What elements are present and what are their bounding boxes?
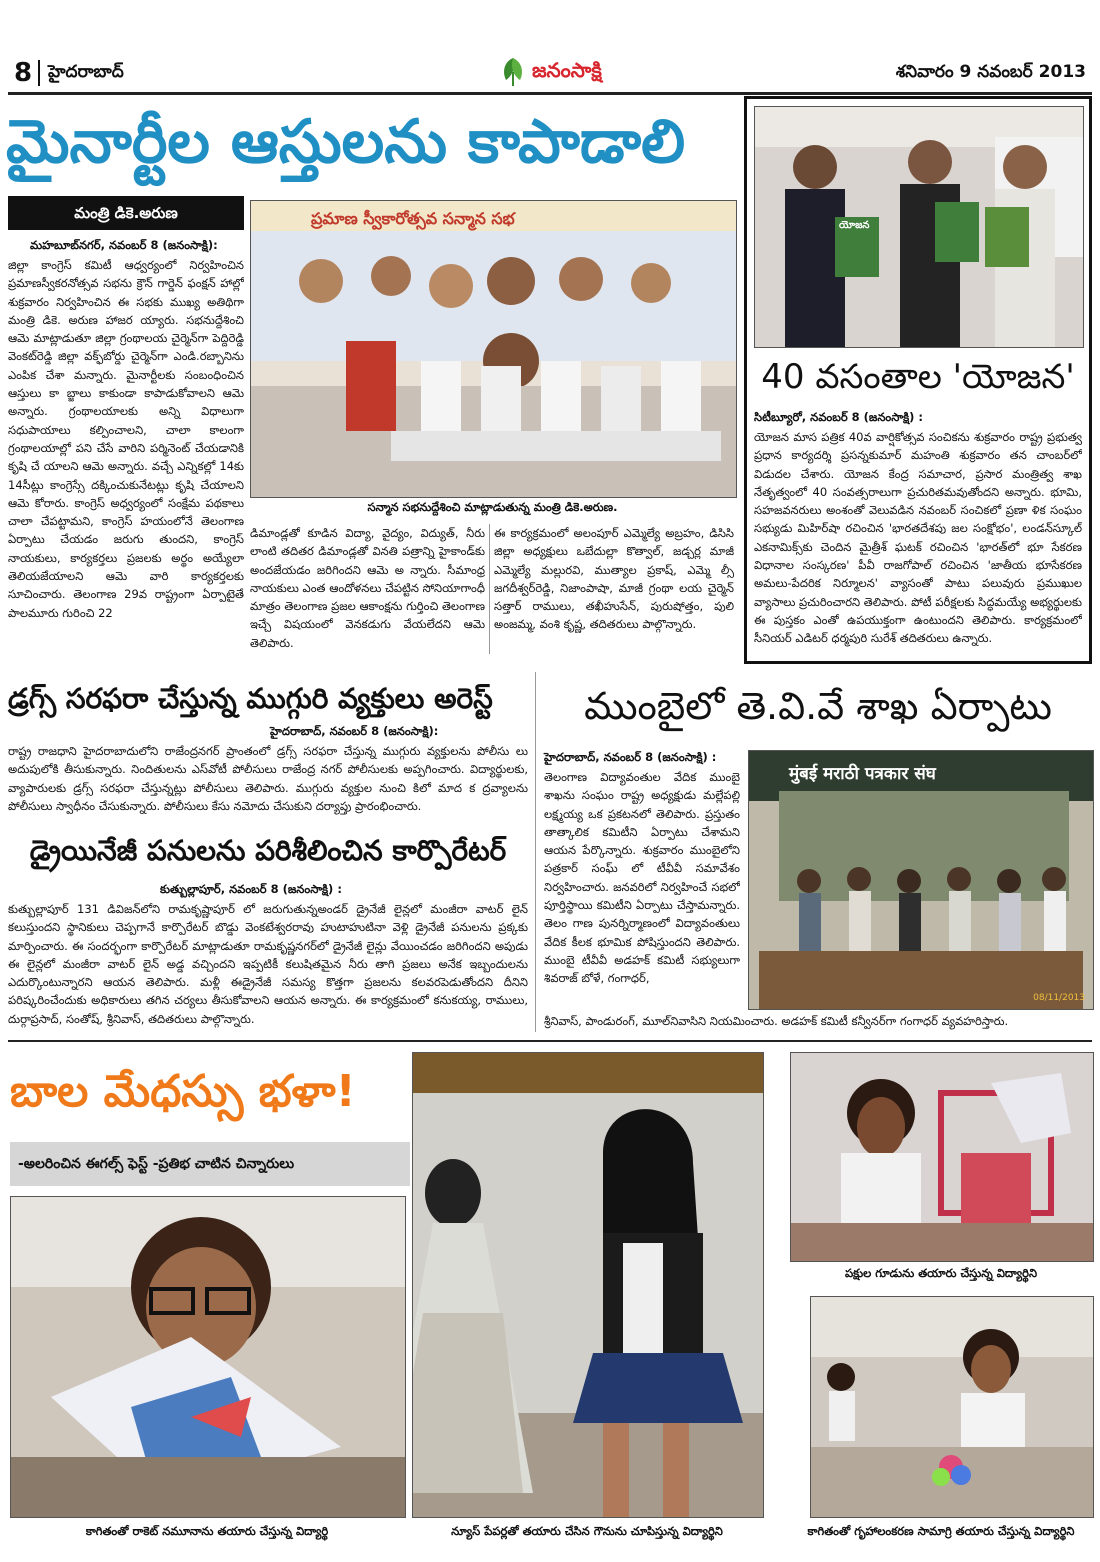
masthead-divider [38, 60, 40, 86]
photo-mumbai-banner: मुंबई मराठी पत्रकार संघ [789, 764, 936, 784]
masthead-rule [8, 92, 1092, 95]
headline-kids: బాల మేధస్సు భళా! [10, 1066, 356, 1117]
photo-rocket-student [10, 1196, 406, 1518]
headline-drainage: డ్రైయినేజీ పనులను పరిశీలించిన కార్పొరేటర్ [29, 834, 507, 867]
headline-yojana: 40 వసంతాల 'యోజన' [761, 357, 1075, 397]
byline-box [8, 196, 244, 230]
caption-rocket: కాగితంతో రాకెట్ నమూనాను తయారు చేస్తున్న విద్యార్థి [85, 1524, 329, 1538]
masthead [8, 52, 1092, 92]
photo-decor-student [810, 1296, 1094, 1518]
col-divider [489, 524, 490, 654]
dateline-mumbai: హైదరాబాద్, నవంబర్ 8 (జనంసాక్షి) : [544, 750, 717, 764]
headline-mumbai: ముంబైలో తె.వి.వే శాఖ ఏర్పాటు [584, 684, 1052, 728]
dateline-yojana: సిటీబ్యూరో, నవంబర్ 8 (జనంసాక్షి) : [754, 410, 923, 424]
yojana-magazine-label: యోజన [839, 220, 870, 231]
photo-gown-student [412, 1052, 764, 1518]
byline-text: మంత్రి డికె.అరుణ [74, 204, 178, 222]
body-drugs: రాష్ట్ర రాజధాని హైదరాబాదులోని రాజేంద్రనగర్ ప్రాంతంలో డ్రగ్స్ సరఫరా చేస్తున్న ముగ్గురు వ్యక్తులను పోలీసు లు అదుపులోకి తీసుకున్నారు. నిందితులను ఎస్‌వోటీ పోలీసులు రాజేంద్ర నగర్ పోలీసులకు అప్పగించారు. విద్యార్థులకు, వ్యాపారులకు డ్రగ్స్ సరఫరా చేస్తున్నట్లు పోలీసులు తెలిపారు. ముగ్గురు వ్యక్తుల నుంచి కిలో మాద క ద్రవ్యాలను పోలీసులు స్వాధీనం చేసుకున్నారు. పోలీసులు కేసు నమోదు చేసుకుని దర్యాప్తు ప్రారంభించారు. [8, 744, 528, 813]
photo-mumbai-meeting [748, 750, 1094, 1010]
paper-logo [496, 54, 626, 88]
body-minorities-col3: ఈ కార్యక్రమంలో అలంపూర్ ఎమ్మెల్యే అబ్రహం, డిసిసి జిల్లా అధ్యక్షులు ఒబేదుల్లా కొత్వాల్, జడ్చర్ల మాజీ ఎమ్మెల్యే మల్లురవి, ముత్యాల ప్రకాష్, ఎమ్మె ల్సీ జగదీశ్వర్‌రెడ్డి, నిజాంపాషా, మాజీ గ్రంథా లయ చైర్మెన్ సత్తార్ రాములు, తఖీహుసేన్, పురుషోత్తం, పులి అంజమ్మ, వంశి కృష్ణ, తదితరులు పాల్గొన్నారు. [494, 526, 734, 632]
headline-minorities: మైనార్టీల ఆస్తులను కాపాడాలి [6, 107, 686, 177]
dateline-minorities: మహబూబ్‌నగర్, నవంబర్ 8 (జనంసాక్షి): [30, 238, 218, 252]
leaf-logo-icon [496, 54, 530, 88]
body-mumbai-tail: శ్రీనివాస్, పాండురంగ్, మూల్‌నివాసిని నియమించారు. అడహక్ కమిటీ కన్వీనర్‌గా గంగాధర్ వ్యవహరిస్తారు. [544, 1014, 1009, 1028]
paper-name: జనంసాక్షి [532, 58, 602, 82]
photo-event-banner: ప్రమాణ స్వీకారోత్సవ సన్మాన సభ [311, 209, 515, 228]
issue-date: శనివారం 9 నవంబర్ 2013 [895, 62, 1086, 82]
body-yojana: యోజన మాస పత్రిక 40వ వార్షికోత్సవ సంచికను శుక్రవారం రాష్ట్ర ప్రభుత్వ ప్రధాన కార్యదర్శి ప్రసన్నకుమార్ మహంతి శుక్రవారం తన చాంబర్‌లో విడుదల చేశారు. యోజన కేంద్ర సమాచార, ప్రసార మంత్రిత్వ శాఖ నేతృత్వంలో 40 సంవత్సరాలుగా ప్రచురితమవుతోందని అన్నారు. భూమి, సహజవనరులు అంశంతో వెలువడిన నవంబర్ సంచికలో ప్రణా ళిక సంఘం సభ్యుడు మిహిర్‌షా రచించిన 'భారతదేశపు జల సంక్షోభం', లండన్‌స్కూల్ ఎకనామిక్స్‌కు చెందిన మైత్రీశ్ ఘటక్ రచించిన 'భారత్‌లో భూ సేకరణ విధానాల సంస్కరణ' పీవీ రాజగోపాల్ రచించిన 'జాతీయ భూసేకరణ అమలు-పేదరిక నిర్మూలన' వ్యాసంతో పాటు పలువురు ప్రముఖుల వ్యాసాలు ప్రచురించారని తెలిపారు. పోటీ పరీక్షలకు సిద్ధమయ్యే అభ్యర్థులకు ఈ పుస్తకం ఎంతో ఉపయుక్తంగా ఉంటుందని తెలిపారు. కార్యక్రమంలో సీనియర్ ఎడిటర్ ధర్మపురి సురేశ్ తదితరులు ఉన్నారు. [754, 430, 1082, 646]
city-label: హైదరాబాద్ [48, 62, 124, 82]
photo-nest-student [790, 1052, 1094, 1262]
body-mumbai: తెలంగాణ విద్యావంతుల వేదిక ముంబై శాఖను సంఘం రాష్ట్ర అధ్యక్షుడు మల్లేపల్లి లక్ష్మయ్య ఒక ప్రకటనలో తెలిపారు. ప్రస్తుతం తాత్కాలిక కమిటీని ఏర్పాటు చేశామని ఆయన పేర్కొన్నారు. శుక్రవారం ముంబైలోని పత్రకార్ సంఘ్ లో టీవీవీ సమావేశం నిర్వహించారు. జనవరిలో నిర్వహించే సభలో పూర్తిస్థాయి కమిటీని ఏర్పాటు చేస్తామన్నారు. తెలం గాణ పునర్నిర్మాణంలో విద్యావంతులు వేదిక కీలక భూమిక పోషిస్తుందని తెలిపారు. ముంబై టీవీవీ అడహక్ కమిటీ సభ్యులుగా శివరాజ్ బోళే, గంగాధర్, [544, 770, 740, 986]
photo-yojana-release [754, 106, 1084, 348]
caption-event-photo: సన్మాన సభనుద్దేశించి మాట్లాడుతున్న మంత్రి డికె.అరుణ. [367, 500, 618, 514]
body-drainage: కుత్బుల్లాపూర్ 131 డివిజన్‌లోని రామకృష్ణాపూర్ లో జరుగుతున్నఅండర్ డ్రైనేజీ లైన్లలో మంజీరా వాటర్ లైన్ కలుస్తుందని స్థానికులు చెప్పగానే కార్పొరేటర్ బొడ్డు వెంకటేశ్వరరావు హుటాహుటినా వెళ్లి డ్రైనేజీ పనులను ప్రక్కకు మార్పించారు. ఈ సందర్భంగా కార్పొరేటర్ మాట్లాడుతూ రామకృష్ణనగర్‌లో డ్రైనేజీ లైన్లు వేయించడం జరిగిందని అపుడు ఈ లైన్లలో మంజీరా వాటర్ లైన్ అడ్డ వచ్చిందని ఇప్పటికీ కలుషితమైన నీరు తాగి ప్రజలు అనేక ఇబ్బందులను ఎదుర్కొంటున్నారని ఆయన తెలిపారు. మళ్లీ ఈడ్రైనేజీ సమస్య కొత్తగా ప్రజలను కలవరపెడుతోందని దీనిని పరిష్కరించేందుకు అధికారులు తగిన చర్యలు తీసుకోవాలని ఆయన అన్నారు. ఈ కార్యక్రమంలో కనుకయ్య, రాములు, దుర్గాప్రసాద్, సంతోష్, శ్రీనివాస్, తదితరులు పాల్గొన్నారు. [8, 902, 528, 1026]
subhead-kids: -అలరించిన ఈగల్స్ ఫెస్ట్ -ప్రతిభ చాటిన చిన్నారులు [10, 1142, 410, 1186]
section-rule [8, 1040, 1092, 1042]
headline-drugs: డ్రగ్స్ సరఫరా చేస్తున్న ముగ్గురి వ్యక్తులు అరెస్ట్ [8, 682, 493, 715]
body-minorities-col2: డిమాండ్లతో కూడిన విద్యా, వైద్యం, విద్యుత్, నీరు లాంటి తదితర డిమాండ్లతో వినతి పత్రాన్ని హైకాండ్‌కు అందజేయడం జరిగిందని ఆమె అ న్నారు. సీమాంధ్ర నాయకులు ఎంత ఆందోళనలు చేపట్టిన సోనియాగాంధీ మాత్రం తెలంగాణ ప్రజల ఆకాంక్షను గుర్తించి తెలంగాణ ఇచ్చే విషయంలో వెనకడుగు వేయలేదని ఆమె తెలిపారు. [250, 526, 485, 650]
photo-date-stamp: 08/11/2013 [1033, 993, 1085, 1003]
dateline-drainage: కుత్బుల్లాపూర్, నవంబర్ 8 (జనంసాక్షి) : [160, 882, 342, 896]
vertical-divider-mid [535, 672, 536, 1032]
caption-decor: కాగితంతో గృహాలంకరణ సామాగ్రి తయారు చేస్తున్న విద్యార్థిని [807, 1524, 1075, 1538]
page-number: 8 [14, 58, 33, 88]
caption-nest: పక్షుల గూడును తయారు చేస్తున్న విద్యార్థిని [844, 1266, 1038, 1280]
photo-event-stage [250, 200, 737, 498]
dateline-drugs: హైదరాబాద్, నవంబర్ 8 (జనంసాక్షి): [270, 724, 439, 738]
body-minorities-col1: జిల్లా కాంగ్రెస్ కమిటీ ఆధ్వర్యంలో నిర్వహించిన ప్రమాణస్వీకరనోత్సవ సభను క్రౌన్ గార్డెన్ ఫంక్షన్ హాల్లో శుక్రవారం నిర్వహించిన ఈ సభకు ముఖ్య అతిథిగా మంత్రి డికె. అరుణ హాజర య్యారు. సభనుద్దేశించి ఆమె మాట్లాడుతూ జిల్లా గ్రంథాలయ చైర్మెన్‌గా పెద్దిరెడ్డి వెంకట్‌రెడ్డి జిల్లా వక్ఫ్‌బోర్డు చైర్మెన్‌గా ఎండి.రబ్బానిను ఎంపిక చేశా మన్నారు. మైనార్టీలకు సంబంధించిన ఆస్తులు కా బ్జాలు కాకుండా కాపాడుకోవాలని ఆమె అన్నారు. గ్రంథాలయాలకు అన్ని విధాలుగా సధుపాయాలు కల్పించాలని, చాలా కాలంగా గ్రంథాలయాల్లో పని చేసే వారిని పర్మినెంట్ చేయడానికి కృషి చే యాలని ఆమె అన్నారు. వచ్చే ఎన్నికల్లో 14కు 14సీట్లు కాంగ్రెస్సే దక్కించుకునేటట్లు కృషి చేయాలని ఆమె కోరారు. కాంగ్రెస్ అధ్వర్యంలో సంక్షేమ పథకాలు చాలా చేపట్టామని, కాంగ్రెస్ హయంలోనే తెలంగాణ ఏర్పాటు చేయడం జరుగు తుందని, కాంగ్రెస్ నాయకులు, కార్యకర్తలు ప్రజలకు అర్థం అయ్యేలా తెలియజేయాలని ఆమె వారి కార్యకర్తలకు సూచించారు. తెలంగాణ 29వ రాష్ట్రంగా ఏర్పాటైతే పాలమూరు గురించి 22 [8, 258, 244, 620]
caption-gown: న్యూస్ పేపర్లతో తయారు చేసిన గౌనును చూపిస్తున్న విద్యార్థిని [451, 1524, 723, 1538]
